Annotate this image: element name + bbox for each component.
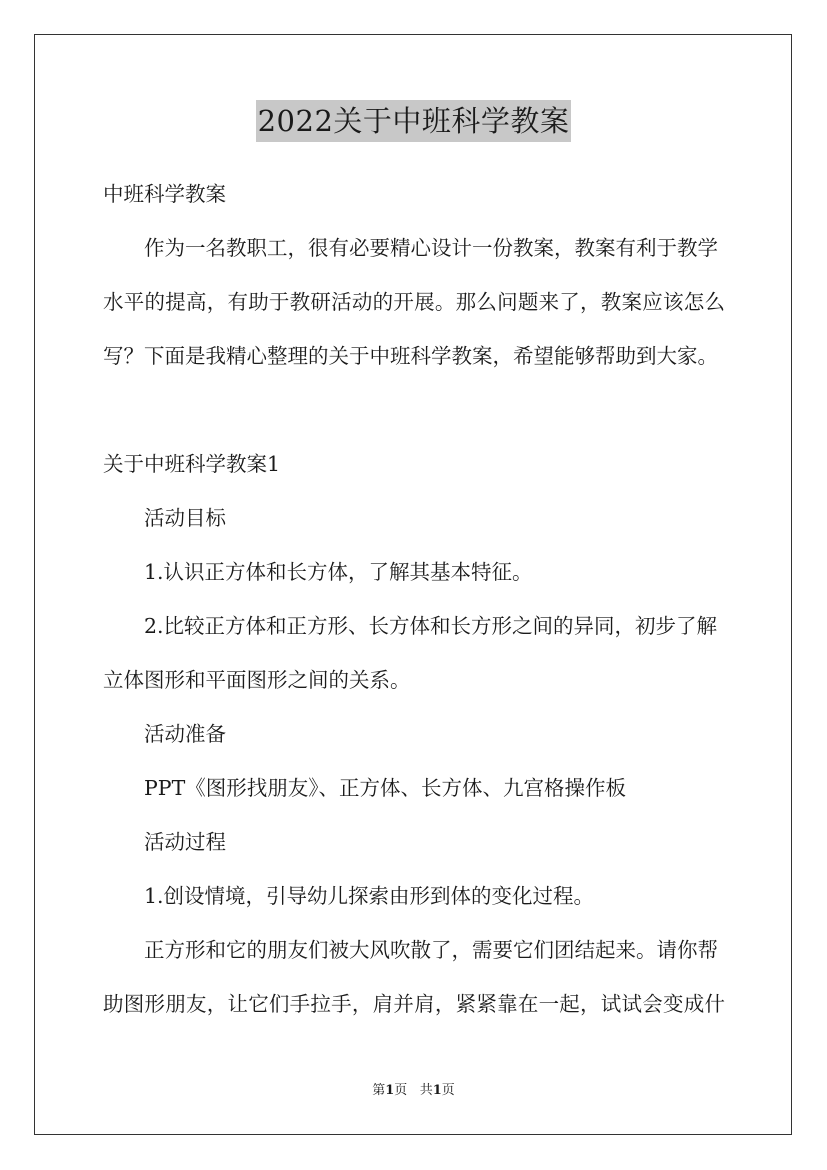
page-prefix: 第 bbox=[372, 1083, 386, 1098]
goal-item-2-line-1: 2.比较正方体和正方形、长方体和长方形之间的异同，初步了解 bbox=[144, 614, 718, 638]
intro-line-2: 水平的提高，有助于教研活动的开展。那么问题来了，教案应该怎么 bbox=[103, 290, 725, 314]
document-title: 2022关于中班科学教案 bbox=[256, 100, 572, 142]
process-text-line-1: 正方形和它的朋友们被大风吹散了，需要它们团结起来。请你帮 bbox=[144, 938, 718, 962]
process-item-1: 1.创设情境，引导幼儿探索由形到体的变化过程。 bbox=[144, 884, 595, 908]
process-heading: 活动过程 bbox=[144, 830, 226, 854]
process-text-line-2: 助图形朋友，让它们手拉手，肩并肩，紧紧靠在一起，试试会变成什 bbox=[103, 992, 725, 1016]
subtitle: 中班科学教案 bbox=[103, 182, 226, 206]
total-pages: 1 bbox=[432, 1083, 442, 1098]
section-heading: 关于中班科学教案1 bbox=[103, 452, 281, 476]
intro-line-1: 作为一名教职工，很有必要精心设计一份教案，教案有利于教学 bbox=[144, 236, 718, 260]
total-suffix: 页 bbox=[441, 1083, 455, 1098]
total-prefix: 共 bbox=[419, 1083, 433, 1098]
title-container bbox=[0, 100, 827, 142]
goal-item-2-line-2: 立体图形和平面图形之间的关系。 bbox=[103, 668, 411, 692]
page-suffix: 页 bbox=[394, 1083, 408, 1098]
page-number: 1 bbox=[385, 1083, 395, 1098]
goal-heading: 活动目标 bbox=[144, 506, 226, 530]
prep-heading: 活动准备 bbox=[144, 722, 226, 746]
page-footer bbox=[0, 1082, 827, 1100]
intro-line-3: 写？下面是我精心整理的关于中班科学教案，希望能够帮助到大家。 bbox=[103, 344, 718, 368]
goal-item-1: 1.认识正方体和长方体，了解其基本特征。 bbox=[144, 560, 533, 584]
prep-text: PPT《图形找朋友》、正方体、长方体、九宫格操作板 bbox=[144, 776, 627, 800]
